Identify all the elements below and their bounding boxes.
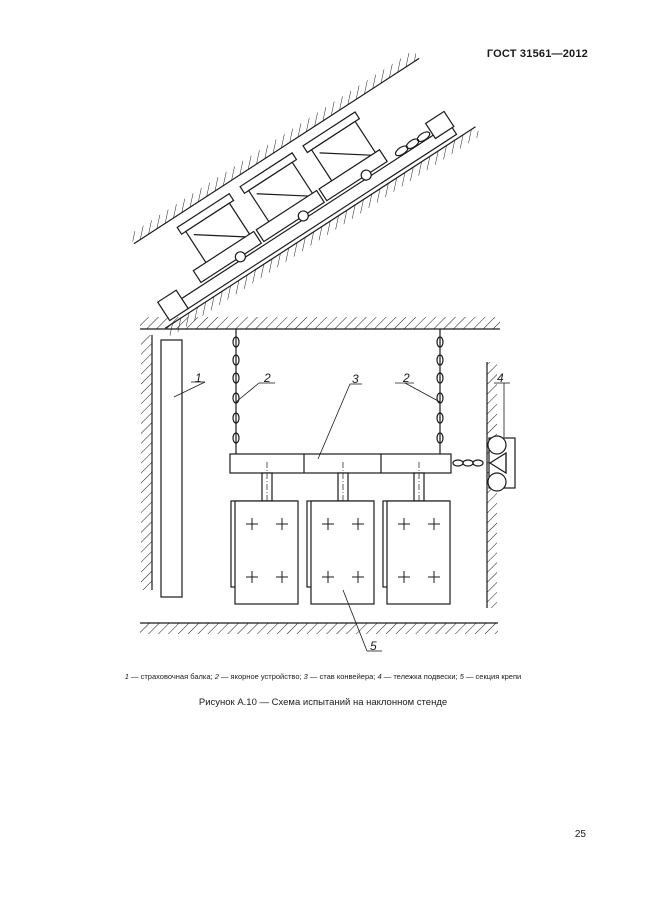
figure-caption: Рисунок А.10 — Схема испытаний на наклонном стенде — [198, 697, 448, 708]
callout-2-right: 2 — [403, 371, 410, 385]
legend-num-5: 5 — [459, 672, 464, 681]
anchor-chain-right — [437, 329, 443, 454]
legend-num-2: 2 — [214, 672, 219, 681]
suspension-trolley — [488, 436, 515, 491]
legend-num-1: 1 — [124, 672, 129, 681]
legend-text-5: — секция крепи — [463, 672, 522, 681]
legend-text-2: — якорное устройство; — [218, 672, 304, 681]
front-view — [140, 317, 515, 651]
document-header: ГОСТ 31561—2012 — [486, 48, 588, 60]
support-section — [231, 501, 298, 604]
page-number: 25 — [574, 829, 586, 840]
figure-legend — [0, 672, 646, 681]
support-section — [307, 501, 374, 604]
conveyor-stave — [230, 454, 451, 473]
legend-num-4: 4 — [377, 672, 382, 681]
legend-text-4: — тележка подвески; — [381, 672, 460, 681]
support-section — [383, 501, 450, 604]
legend-text-3: — став конвейера; — [307, 672, 378, 681]
inclined-view — [112, 45, 481, 337]
legend-num-3: 3 — [303, 672, 308, 681]
legend-text-1: — страховочная балка; — [128, 672, 215, 681]
safety-beam — [161, 340, 182, 597]
callout-5: 5 — [370, 639, 377, 653]
trolley-chain — [453, 460, 483, 466]
callout-3: 3 — [352, 372, 359, 386]
callout-4: 4 — [497, 371, 504, 385]
callout-2-left: 2 — [264, 371, 271, 385]
callout-1: 1 — [195, 371, 202, 385]
anchor-chain-left — [233, 329, 239, 454]
